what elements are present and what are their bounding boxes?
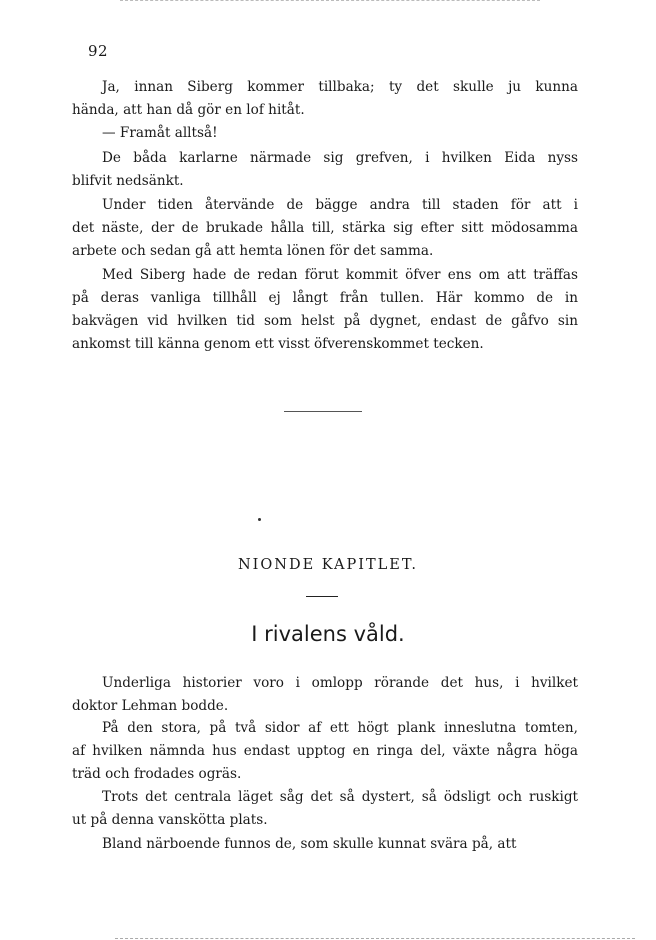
text-line: Under tiden återvände de bägge andra till staden för att i: [102, 197, 578, 213]
page-number: 92: [88, 42, 109, 60]
text-line: — Framåt alltså!: [102, 125, 218, 141]
text-line: Bland närboende funnos de, som skulle kunnat svära på, att: [102, 836, 517, 852]
paragraph: [72, 147, 578, 193]
text-line: hända, att han då gör en lof hitåt.: [72, 102, 305, 118]
text-line: ut på denna vanskötta plats.: [72, 812, 268, 828]
text-line: ankomst till känna genom ett visst öfverenskommet tecken.: [72, 336, 484, 352]
paragraph: [72, 786, 578, 832]
scan-edge-bottom: [115, 938, 635, 939]
paragraph: [72, 833, 578, 856]
text-line: doktor Lehman bodde.: [72, 698, 229, 714]
text-line: af hvilken nämnda hus endast upptog en ringa del, växte några höga: [72, 743, 578, 759]
paragraph: [72, 122, 578, 145]
paragraph: [72, 194, 578, 263]
text-line: bakvägen vid hvilken tid som helst på dygnet, endast de gåfvo sin: [72, 313, 578, 329]
chapter-title: I rivalens våld.: [251, 622, 405, 646]
print-speck: [258, 518, 261, 521]
heading-dash: [306, 596, 338, 597]
text-line: Trots det centrala läget såg det så dystert, så ödsligt och ruskigt: [102, 789, 578, 805]
chapter-heading: NIONDE KAPITLET.: [237, 557, 419, 573]
text-line: på deras vanliga tillhåll ej långt från tullen. Här kommo de in: [72, 290, 578, 306]
paragraph: [72, 672, 578, 718]
text-line: det näste, der de brukade hålla till, stärka sig efter sitt mödosamma: [72, 220, 578, 236]
paragraph: [72, 76, 578, 122]
paragraph: [72, 717, 578, 786]
scan-edge-top: [120, 0, 540, 1]
text-line: Underliga historier voro i omlopp rörande det hus, i hvilket: [102, 675, 578, 691]
text-line: På den stora, på två sidor af ett högt plank inneslutna tomten,: [102, 720, 578, 736]
text-line: De båda karlarne närmade sig grefven, i hvilken Eida nyss: [102, 150, 578, 166]
section-divider: [284, 411, 362, 412]
text-line: arbete och sedan gå att hemta lönen för det samma.: [72, 243, 434, 259]
text-line: blifvit nedsänkt.: [72, 173, 184, 189]
paragraph: [72, 264, 578, 356]
text-line: Med Siberg hade de redan förut kommit öfver ens om att träffas: [102, 267, 578, 283]
text-line: träd och frodades ogräs.: [72, 766, 242, 782]
text-line: Ja, innan Siberg kommer tillbaka; ty det skulle ju kunna: [102, 79, 578, 95]
